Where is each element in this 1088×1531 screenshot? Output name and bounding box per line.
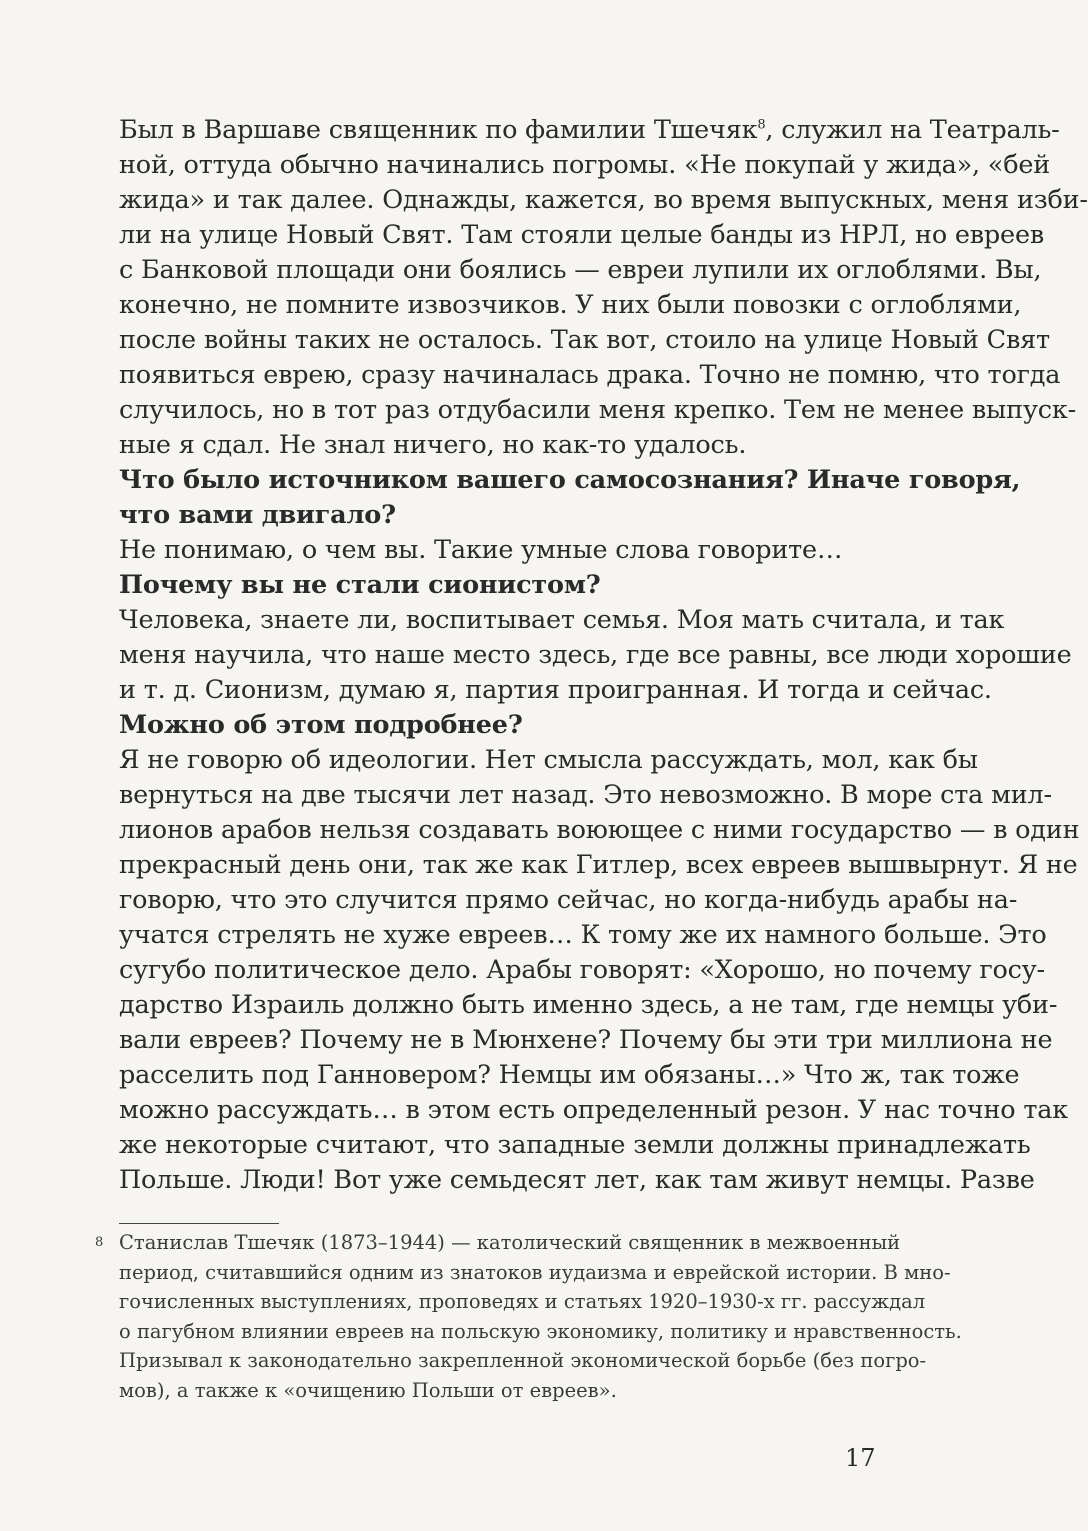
text-line: можно рассуждать… в этом есть определенный резон. У нас точно так bbox=[119, 1095, 1069, 1125]
text-line: вернуться на две тысячи лет назад. Это невозможно. В море ста мил- bbox=[119, 780, 1052, 810]
answer-paragraph bbox=[119, 603, 1072, 708]
answer-paragraph bbox=[119, 113, 1088, 463]
text-line: вали евреев? Почему не в Мюнхене? Почему бы эти три миллиона не bbox=[119, 1025, 1053, 1055]
footnote-line: период, считавшийся одним из знатоков иудаизма и еврейской истории. В мно- bbox=[119, 1260, 951, 1284]
question-paragraph bbox=[119, 463, 1021, 533]
text-line: конечно, не помните извозчиков. У них были повозки с оглоблями, bbox=[119, 290, 1022, 320]
text-line: жида» и так далее. Однажды, кажется, во время выпускных, меня изби- bbox=[119, 185, 1088, 215]
text-line: с Банковой площади они боялись — евреи лупили их оглоблями. Вы, bbox=[119, 255, 1042, 285]
text-line: что вами двигало? bbox=[119, 500, 396, 530]
text-line: расселить под Ганновером? Немцы им обязаны…» Что ж, так тоже bbox=[119, 1060, 1020, 1090]
text-fragment: , служил на Театраль- bbox=[765, 115, 1060, 145]
footnote-line: Призывал к законодательно закрепленной экономической борьбе (без погро- bbox=[119, 1349, 927, 1373]
footnote-rule bbox=[119, 1223, 279, 1224]
text-line: ной, оттуда обычно начинались погромы. «Не покупай у жида», «бей bbox=[119, 150, 1051, 180]
text-line: же некоторые считают, что западные земли должны принадлежать bbox=[119, 1130, 1031, 1160]
text-line: учатся стрелять не хуже евреев… К тому же их намного больше. Это bbox=[119, 920, 1047, 950]
text-line: лионов арабов нельзя создавать воюющее с ними государство — в один bbox=[119, 815, 1080, 845]
text-line: после войны таких не осталось. Так вот, стоило на улице Новый Свят bbox=[119, 325, 1050, 355]
text-line: и т. д. Сионизм, думаю я, партия проигранная. И тогда и сейчас. bbox=[119, 675, 992, 705]
text-line: говорю, что это случится прямо сейчас, но когда-нибудь арабы на- bbox=[119, 885, 1018, 915]
main-text bbox=[119, 113, 1088, 1198]
footnote-line: о пагубном влиянии евреев на польскую экономику, политику и нравственность. bbox=[119, 1319, 962, 1343]
body-text bbox=[119, 113, 1088, 1198]
question-paragraph bbox=[119, 708, 883, 743]
text-line: Я не говорю об идеологии. Нет смысла рассуждать, мол, как бы bbox=[119, 745, 978, 775]
text-line: Почему вы не стали сионистом? bbox=[119, 570, 601, 600]
text-line: случилось, но в тот раз отдубасили меня крепко. Тем не менее выпуск- bbox=[119, 395, 1076, 425]
text-line: прекрасный день они, так же как Гитлер, всех евреев вышвырнут. Я не bbox=[119, 850, 1078, 880]
footnote-line: мов), а также к «очищению Польши от евреев». bbox=[119, 1378, 617, 1402]
footnote bbox=[95, 1228, 962, 1406]
text-line: ли на улице Новый Свят. Там стояли целые банды из НРЛ, но евреев bbox=[119, 220, 1044, 250]
footnote-mark: 8 bbox=[95, 1235, 104, 1250]
footnote-line: гочисленных выступлениях, проповедях и статьях 1920–1930-х гг. рассуждал bbox=[119, 1290, 926, 1314]
text-line: Что было источником вашего самосознания? Иначе говоря, bbox=[119, 465, 1021, 495]
footnote-line: Станислав Тшечяк (1873–1944) — католический священник в межвоенный bbox=[119, 1231, 901, 1254]
answer-paragraph bbox=[119, 533, 883, 568]
text-line: дарство Израиль должно быть именно здесь, а не там, где немцы уби- bbox=[119, 990, 1058, 1020]
text-line: меня научила, что наше место здесь, где все равны, все люди хорошие bbox=[119, 640, 1072, 670]
text-line: появиться еврею, сразу начиналась драка. Точно не помню, что тогда bbox=[119, 360, 1061, 390]
footnote-body bbox=[119, 1228, 962, 1406]
footnote-reference[interactable]: 8 bbox=[757, 117, 766, 133]
text-line: Можно об этом подробнее? bbox=[119, 710, 523, 740]
answer-paragraph bbox=[119, 743, 1080, 1198]
text-line: Польше. Люди! Вот уже семьдесят лет, как там живут немцы. Разве bbox=[119, 1165, 1035, 1195]
text-line: Человека, знаете ли, воспитывает семья. Моя мать считала, и так bbox=[119, 605, 1005, 635]
text-line: ные я сдал. Не знал ничего, но как-то удалось. bbox=[119, 430, 747, 460]
text-line: Был в Варшаве священник по фамилии Тшечяк$^8$, служил на Театраль- bbox=[119, 115, 1060, 145]
question-paragraph bbox=[119, 568, 883, 603]
text-line: Не понимаю, о чем вы. Такие умные слова говорите… bbox=[119, 535, 843, 565]
text-line: сугубо политическое дело. Арабы говорят: «Хорошо, но почему госу- bbox=[119, 955, 1045, 985]
page-number: 17 bbox=[845, 1444, 876, 1472]
